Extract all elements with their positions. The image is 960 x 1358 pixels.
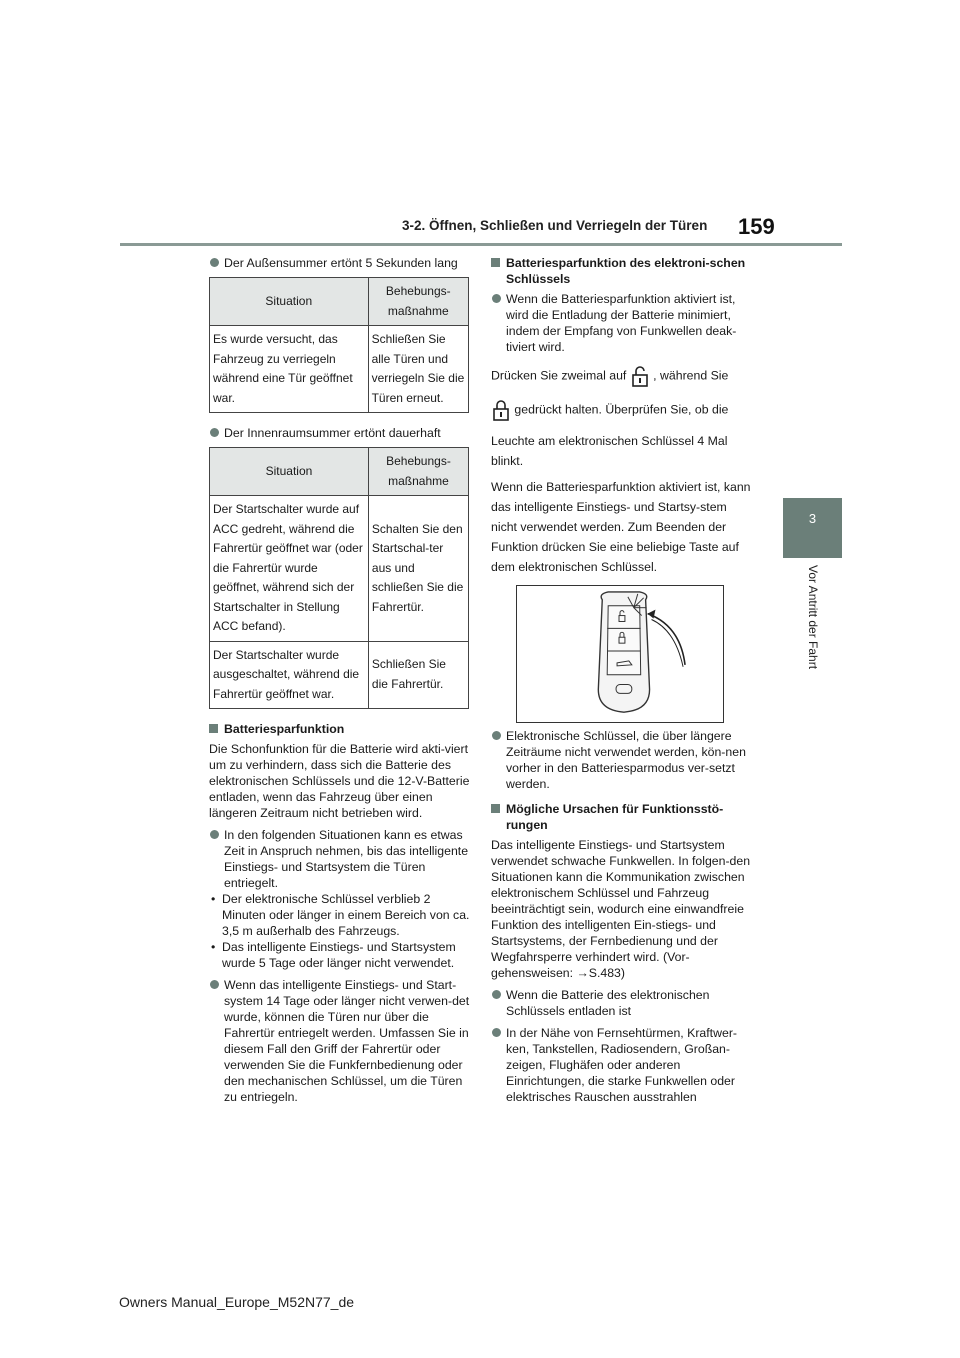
table2-row2-situation: Der Startschalter wurde ausgeschaltet, während die Fahrertür geöffnet war. — [210, 641, 369, 709]
bullet-saver-active: Wenn die Batteriesparfunktion aktiviert ist, wird die Entladung der Batterie minimiert, indem der Empfang von Funkwellen deak-tiviert wird. — [491, 291, 753, 355]
heading-malfunction-causes: Mögliche Ursachen für Funktionsstö-rungen — [491, 801, 753, 833]
lock-icon — [491, 399, 511, 421]
press-text-1: Drücken Sie zweimal auf — [491, 368, 627, 383]
dash-not-used: • Das intelligente Einstiegs- und Startsystem wurde 5 Tage oder länger nicht verwendet. — [209, 939, 471, 971]
bullet-inside-buzzer: Der Innenraumsummer ertönt dauerhaft — [209, 425, 471, 441]
key-fob-illustration — [516, 585, 724, 723]
table2-header-remedy: Behebungs-maßnahme — [368, 448, 468, 496]
heading-battery-saver: Batteriesparfunktion — [209, 721, 471, 737]
table1-header-situation: Situation — [210, 278, 369, 326]
press-text-2: , während Sie — [653, 368, 729, 383]
causes-text: Das intelligente Einstiegs- und Startsystem verwendet schwache Funkwellen. In folgen-den Situationen kann die Kommunikation zwischen elektronischem Schlüssel und Fahrzeug beeinträchtigt sein, wodurch eine einwandfreie Funktion des intelligenten Ein-stiegs- und Startsystems, der Fernbedienung und der Wegfahrsperre verhindert wird. (Vor-gehensweisen: →S.483) — [491, 838, 751, 980]
table2-row2-remedy: Schließen Sie die Fahrertür. — [368, 641, 468, 709]
table-outside-buzzer — [209, 277, 469, 413]
page-number: 159 — [738, 214, 775, 239]
table1-cell-remedy: Schließen Sie alle Türen und verriegeln Sie die Türen erneut. — [368, 326, 468, 413]
press-instruction-line2 — [491, 399, 753, 421]
footer-doc-id: Owners Manual_Europe_M52N77_de — [119, 1294, 355, 1310]
table2-row1-situation: Der Startschalter wurde auf ACC gedreht, während die Fahrertür geöffnet war (oder die Fahrertür wurde geöffnet, während sich der Startschalter in Stellung ACC befand). — [210, 496, 369, 642]
header-divider — [120, 243, 842, 246]
press-text-3: gedrückt halten. Überprüfen Sie, ob die — [514, 402, 729, 417]
chapter-label — [773, 565, 853, 695]
table1-header-remedy: Behebungs-maßnahme — [368, 278, 468, 326]
left-column — [209, 255, 471, 1111]
press-instruction-line1 — [491, 365, 753, 387]
table2-row1-remedy: Schalten Sie den Startschal-ter aus und schließen Sie die Fahrertür. — [368, 496, 468, 642]
bullet-14-days: Wenn das intelligente Einstiegs- und Start-system 14 Tage oder länger nicht verwen-det wurde, können die Türen nur über die Fahrertür entriegelt werden. Umfassen Sie in diesem Fall den Griff der Fahrertür oder verwenden Sie die Funkfernbedienung oder den mechanischen Schlüssel, um die Türen zu entriegeln. — [209, 977, 471, 1105]
press-text-5: Wenn die Batteriesparfunktion aktiviert ist, kann das intelligente Einstiegs- und Startsy-stem nicht verwendet werden. Zum Beenden der Funktion drücken Sie eine beliebige Taste auf dem elektronischen Schlüssel. — [491, 480, 751, 574]
heading-key-battery-saver: Batteriesparfunktion des elektroni-schen Schlüssels — [491, 255, 753, 287]
right-column — [491, 255, 753, 577]
chapter-tab: 3 — [783, 498, 842, 558]
table1-cell-situation: Es wurde versucht, das Fahrzeug zu verriegeln während eine Tür geöffnet war. — [210, 326, 369, 413]
section-title: 3-2. Öffnen, Schließen und Verriegeln der Türen — [402, 218, 708, 233]
bullet-outside-buzzer: Der Außensummer ertönt 5 Sekunden lang — [209, 255, 471, 271]
dash-key-outside: • Der elektronische Schlüssel verblieb 2 Minuten oder länger in einem Bereich von ca. 3,5 m außerhalb des Fahrzeugs. — [209, 891, 471, 939]
bullet-unlock-delay: In den folgenden Situationen kann es etwas Zeit in Anspruch nehmen, bis das intelligente Einstiegs- und Startsystem die Türen entriegelt. — [209, 827, 471, 891]
bullet-battery-empty: Wenn die Batterie des elektronischen Schlüssels entladen ist — [491, 987, 753, 1019]
table2-header-situation: Situation — [210, 448, 369, 496]
chapter-label-text: Vor Antritt der Fahrt — [806, 565, 820, 670]
unlock-icon — [630, 365, 650, 387]
press-text-4: Leuchte am elektronischen Schlüssel 4 Mal blinkt. — [491, 434, 728, 468]
table-inside-buzzer — [209, 447, 469, 709]
battery-saver-text: Die Schonfunktion für die Batterie wird akti-viert um zu verhindern, dass sich die Batterie des elektronischen Schlüssels und die 12-V-Batterie entladen, wenn das Fahrzeug über einen längeren Zeitraum nicht betrieben wird. — [209, 742, 470, 820]
right-column-lower — [491, 728, 753, 1111]
bullet-long-unused: Elektronische Schlüssel, die über längere Zeiträume nicht verwendet werden, kön-nen vorher in den Batteriesparmodus ver-setzt werden. — [491, 728, 753, 792]
bullet-radio-interference: In der Nähe von Fernsehtürmen, Kraftwer-ken, Tankstellen, Radiosendern, Großan-zeigen, Flughäfen oder anderen Einrichtungen, die starke Funkwellen oder elektrisches Rauschen ausstrahlen — [491, 1025, 753, 1105]
